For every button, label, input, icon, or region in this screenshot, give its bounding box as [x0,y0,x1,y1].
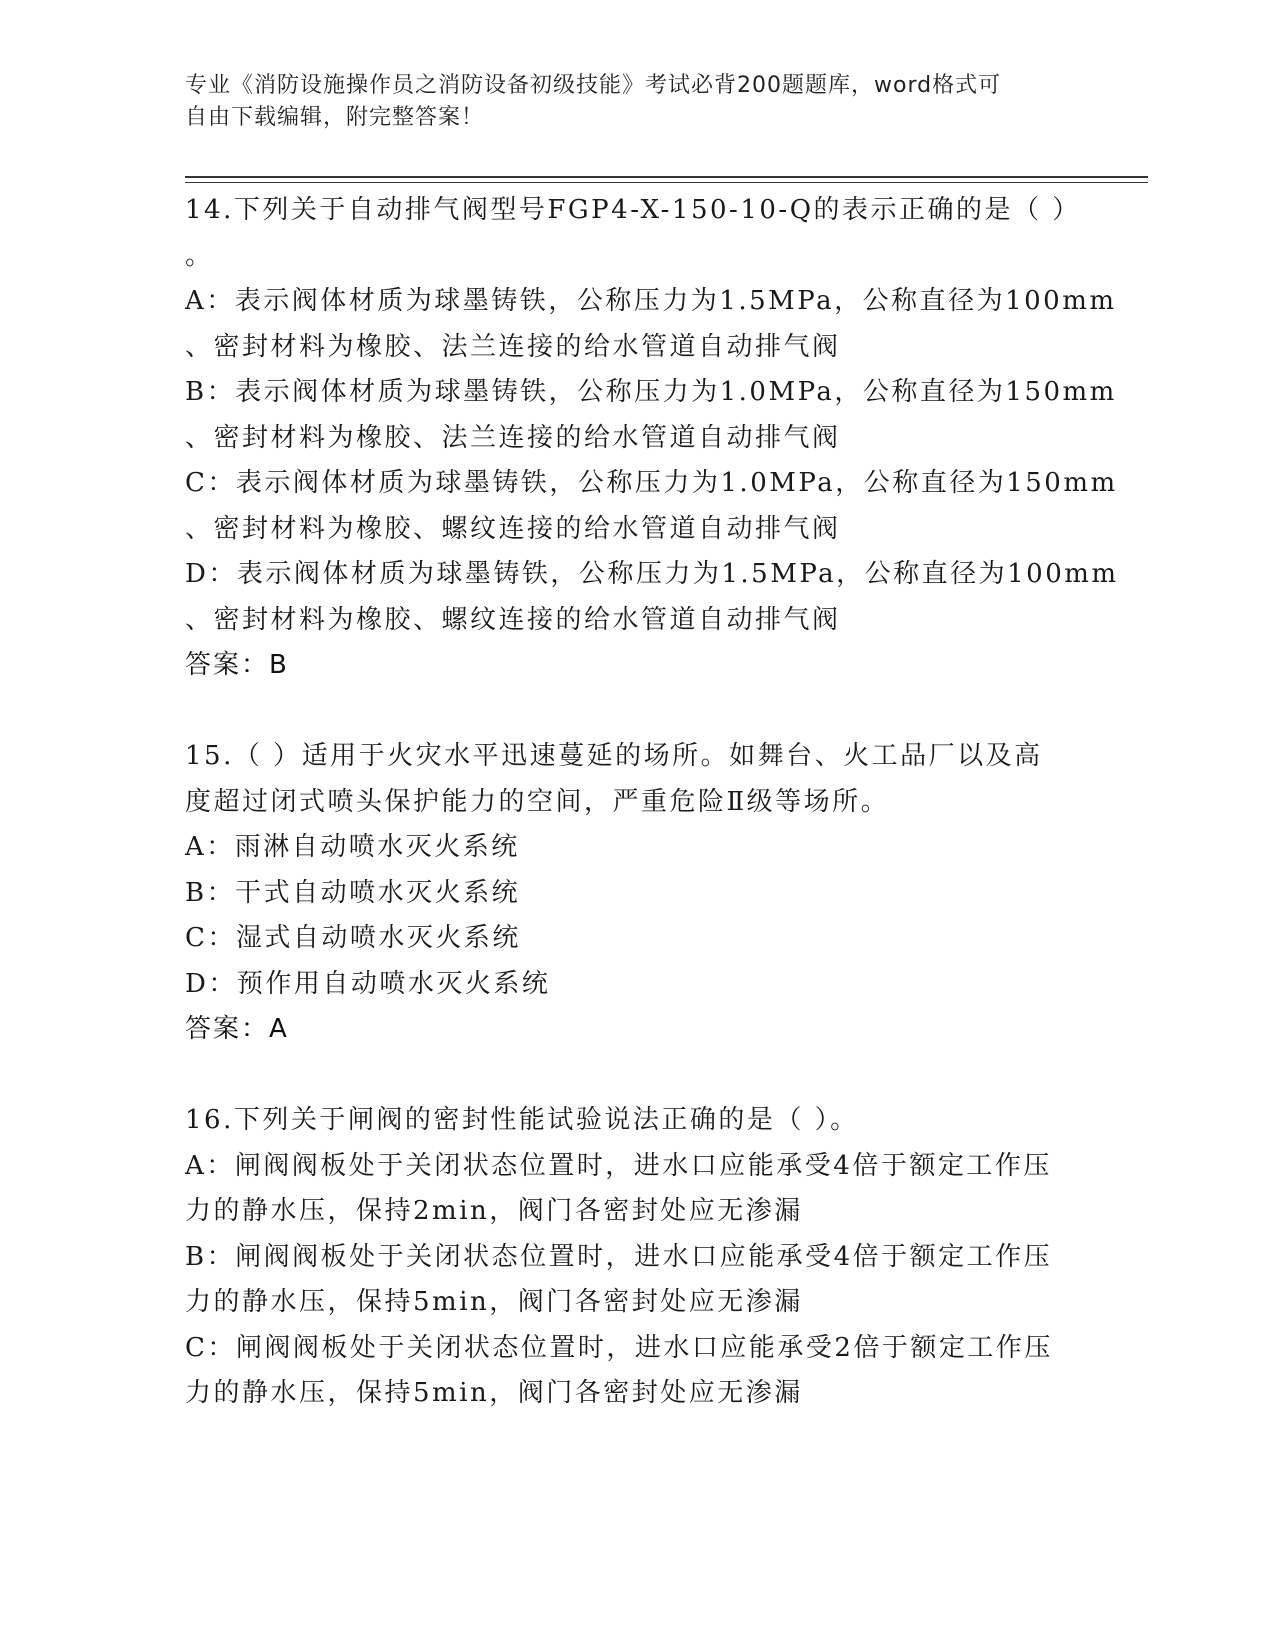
question-16 [185,1098,1085,1417]
question-spacer [185,689,1085,735]
answer-label: 答案：A [185,1014,289,1044]
option-b: B：表示阀体材质为球墨铸铁，公称压力为1.0MPa，公称直径为150mm [185,377,1117,407]
question-list [185,188,1119,1417]
option-c: C：湿式自动喷水灭火系统 [185,923,521,953]
question-stem-continued: 度超过闭式喷头保护能力的空间，严重危险Ⅱ级等场所。 [185,786,890,817]
option-c: C：表示阀体材质为球墨铸铁，公称压力为1.0MPa，公称直径为150mm [185,468,1118,498]
option-d: D：预作用自动喷水灭火系统 [185,968,551,999]
question-stem: 14.下列关于自动排气阀型号FGP4-X-150-10-Q的表示正确的是（ ） [185,195,1081,225]
option-a-continued: 力的静水压，保持2min，阀门各密封处应无渗漏 [185,1196,803,1226]
question-stem: 15.（ ）适用于火灾水平迅速蔓延的场所。如舞台、火工品厂以及高 [185,741,1043,771]
question-14 [185,188,1119,689]
question-stem-continued: 。 [185,240,214,271]
header-line-1: 专业《消防设施操作员之消防设备初级技能》考试必背200题题库，word格式可 [185,73,1002,98]
option-b: B：闸阀阀板处于关闭状态位置时，进水口应能承受4倍于额定工作压 [185,1241,1053,1272]
option-c-continued: 力的静水压，保持5min，阀门各密封处应无渗漏 [185,1378,803,1408]
option-a: A：表示阀体材质为球墨铸铁，公称压力为1.5MPa，公称直径为100mm [185,286,1117,316]
option-c: C：闸阀阀板处于关闭状态位置时，进水口应能承受2倍于额定工作压 [185,1332,1053,1363]
option-b-continued: 、密封材料为橡胶、法兰连接的给水管道自动排气阀 [185,422,841,453]
question-spacer [185,1053,1085,1099]
option-a: A：雨淋自动喷水灭火系统 [185,832,520,862]
question-15 [185,734,1085,1053]
option-b: B：干式自动喷水灭火系统 [185,877,521,908]
option-d: D：表示阀体材质为球墨铸铁，公称压力为1.5MPa，公称直径为100mm [185,559,1119,589]
option-c-continued: 、密封材料为橡胶、螺纹连接的给水管道自动排气阀 [185,513,841,544]
option-b-continued: 力的静水压，保持5min，阀门各密封处应无渗漏 [185,1287,803,1317]
option-a: A：闸阀阀板处于关闭状态位置时，进水口应能承受4倍于额定工作压 [185,1150,1052,1181]
document-header [185,70,1085,134]
question-stem: 16.下列关于闸阀的密封性能试验说法正确的是（ ）。 [185,1105,859,1135]
header-divider-thin [185,182,1148,183]
option-a-continued: 、密封材料为橡胶、法兰连接的给水管道自动排气阀 [185,331,841,362]
header-divider-thick [185,176,1148,178]
option-d-continued: 、密封材料为橡胶、螺纹连接的给水管道自动排气阀 [185,604,841,635]
header-line-2: 自由下载编辑，附完整答案！ [185,105,485,130]
answer-label: 答案：B [185,650,289,680]
